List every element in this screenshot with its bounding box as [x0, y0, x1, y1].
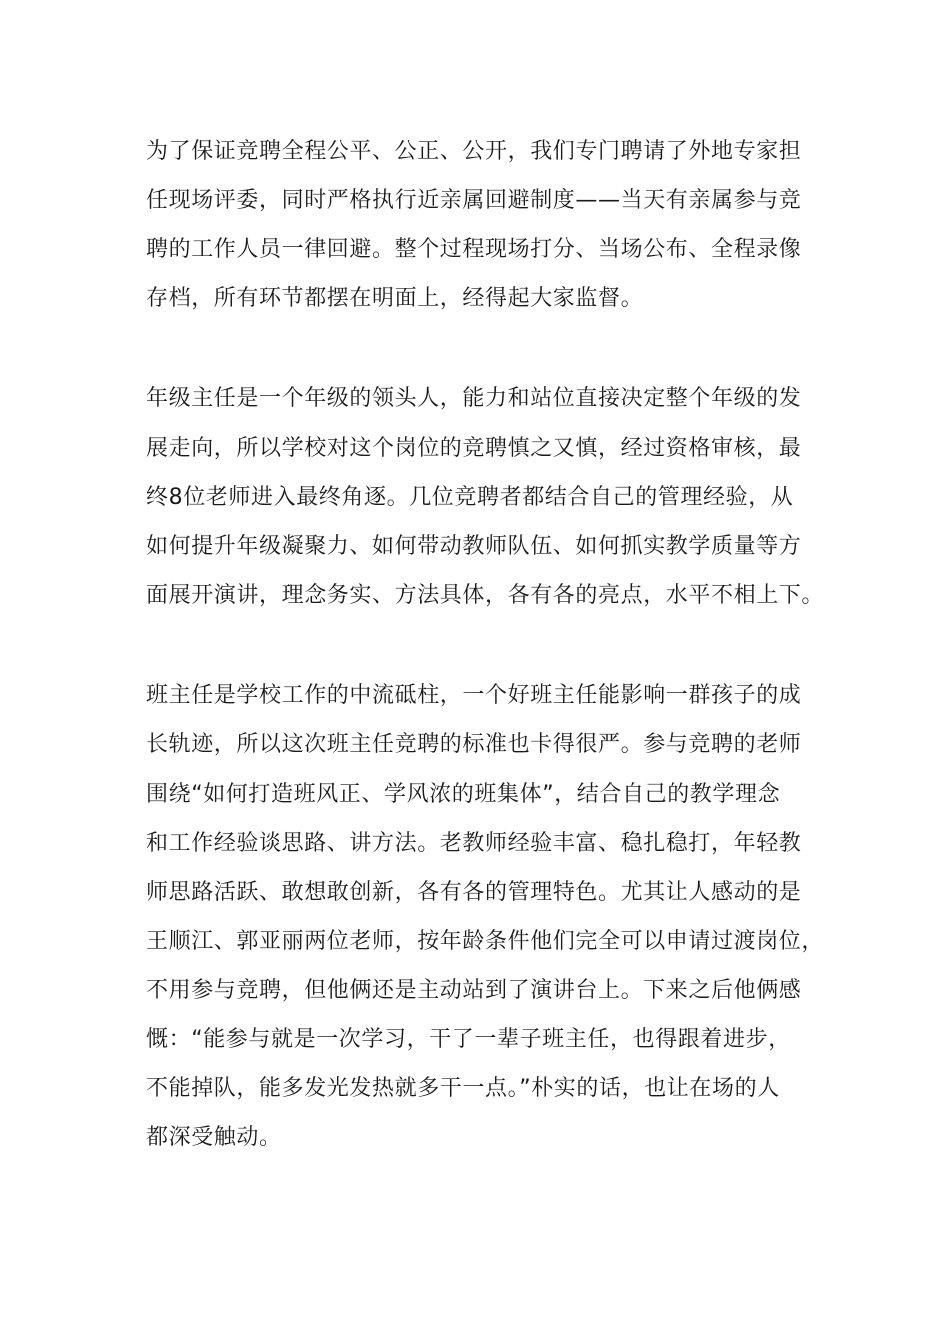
- text-line: 慨：“能参与就是一次学习，干了一辈子班主任，也得跟着进步，: [146, 1027, 791, 1052]
- text-line: 为了保证竞聘全程公平、公正、公开，我们专门聘请了外地专家担: [146, 139, 802, 164]
- text-line: 不能掉队，能多发光发热就多干一点。”朴实的话，也让在场的人: [146, 1076, 780, 1101]
- text-line: 年级主任是一个年级的领头人，能力和站位直接决定整个年级的发: [146, 386, 802, 411]
- text-line: 和工作经验谈思路、讲方法。老教师经验丰富、稳扎稳打，年轻教: [146, 831, 802, 856]
- text-line: 如何提升年级凝聚力、如何带动教师队伍、如何抓实教学质量等方: [146, 534, 802, 559]
- text-line: 面展开演讲，理念务实、方法具体，各有各的亮点，水平不相上下。: [146, 583, 825, 608]
- text-line: 不用参与竞聘，但他俩还是主动站到了演讲台上。下来之后他俩感: [146, 978, 802, 1003]
- text-line: 王顺江、郭亚丽两位老师，按年龄条件他们完全可以申请过渡岗位，: [146, 929, 825, 954]
- text-line: 聘的工作人员一律回避。整个过程现场打分、当场公布、全程录像: [146, 237, 802, 262]
- text-line: 任现场评委，同时严格执行近亲属回避制度——当天有亲属参与竞: [146, 188, 802, 213]
- text-line: 终8位老师进入最终角逐。几位竞聘者都结合自己的管理经验，从: [146, 485, 794, 510]
- text-line: 都深受触动。: [146, 1125, 282, 1150]
- text-line: 班主任是学校工作的中流砥柱，一个好班主任能影响一群孩子的成: [146, 683, 802, 708]
- text-line: 存档，所有环节都摆在明面上，经得起大家监督。: [146, 286, 644, 311]
- text-line: 师思路活跃、敢想敢创新，各有各的管理特色。尤其让人感动的是: [146, 880, 802, 905]
- text-line: 长轨迹，所以这次班主任竞聘的标准也卡得很严。参与竞聘的老师: [146, 732, 802, 757]
- text-line: 展走向，所以学校对这个岗位的竞聘慎之又慎，经过资格审核，最: [146, 436, 802, 461]
- text-line: 围绕“如何打造班风正、学风浓的班集体”，结合自己的教学理念: [146, 782, 781, 807]
